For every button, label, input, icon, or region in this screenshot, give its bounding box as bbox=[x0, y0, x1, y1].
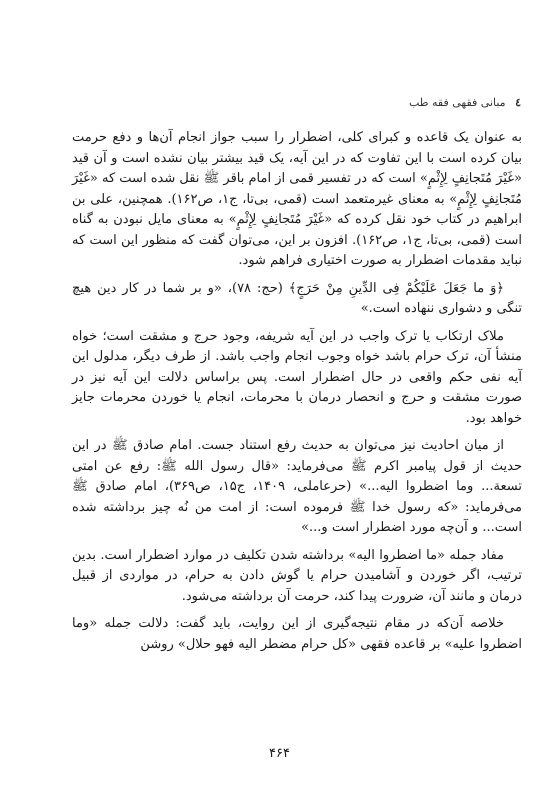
paragraph-quran-verse: ﴿وَ ما جَعَلَ عَلَیْکُمْ فِی الدِّینِ مِنْ حَرَجٍ﴾ (حج: ۷۸)، «و بر شما در کار دین هیچ تنگی و دشواری ننهاده است.» bbox=[72, 280, 522, 316]
running-title: مبانی فقهی فقه طب bbox=[408, 96, 506, 109]
paragraph-hadith-raf: از میان احادیث نیز می‌توان به حدیث رفع استناد جست. امام صادق ﷺ در این حدیث از قول پیامبر اکرم ﷺ می‌فرماید: «قال رسول الله ﷺ: رفع عن امتی تسعة... وما اضطروا الیه...» (حرعاملی، ۱۴۰۹، ج۱۵، ص۳۶۹)، امام صادق ﷺ می‌فرماید: «که رسول خدا ﷺ فرموده است: از امت من نُه چیز برداشته شده است... و آن‌چه مورد اضطرار است و...» bbox=[72, 438, 522, 535]
paragraph-intro: به عنوان یک قاعده و کبرای کلی، اضطرار را سبب جواز انجام آن‌ها و دفع حرمت بیان کرده است با این تفاوت که در این آیه، یک قید بیشتر بیان نشده است و آن قید «غَیْرَ مُتَجانِفٍ لِإِثْمٍ» است که در تفسیر قمی از امام باقر ﷺ نقل شده است که «غَیْرَ مُتَجانِفٍ لِإِثْمٍ» به معنای غیرمتعمد است (قمی، بی‌تا، ج۱، ص۱۶۲). همچنین، علی بن ابراهیم در کتاب خود نقل کرده که «غَیْرَ مُتَجانِفٍ لِإِثْمٍ» به معنای مایل نبودن به گناه است (قمی، بی‌تا، ج۱، ص۱۶۲). افزون بر این، می‌توان گفت که منظور این است که نباید مقدمات اضطرار به صورت اختیاری فراهم شود. bbox=[72, 130, 523, 268]
body-text bbox=[72, 128, 522, 662]
paragraph-conclusion: خلاصه آن‌که در مقام نتیجه‌گیری از این روایت، باید گفت: دلالت جمله «وما اضطروا علیه» بر قاعده فقهی «کل حرام مضطر الیه فهو حلال» روشن bbox=[72, 616, 522, 652]
paragraph-hadith-meaning: مفاد جمله «ما اضطروا الیه» برداشته شدن تکلیف در موارد اضطرار است. بدین ترتیب، اگر خوردن و آشامیدن حرام یا گوش دادن به حرام، در مواردی از قبیل درمان و مانند آن، ضرورت پیدا کند، حرمت آن برداشته می‌شود. bbox=[72, 547, 522, 604]
paragraph-verse-analysis: ملاک ارتکاب یا ترک واجب در این آیه شریفه، وجود حرج و مشقت است؛ خواه منشأ آن، ترک حرام باشد خواه وجوب انجام واجب باشد. از طرف دیگر، مدلول این آیه نفی حکم واقعی در حال اضطرار است. پس براساس دلالت این آیه نیز در صورت مشقت و حرج و انحصار درمان با محرمات، انجام یا خوردن محرمات جایز خواهد بود. bbox=[72, 328, 522, 426]
running-head bbox=[395, 96, 521, 109]
chapter-page-mark: ٤ bbox=[515, 96, 521, 109]
page-number: ۴۶۴ bbox=[269, 746, 290, 761]
